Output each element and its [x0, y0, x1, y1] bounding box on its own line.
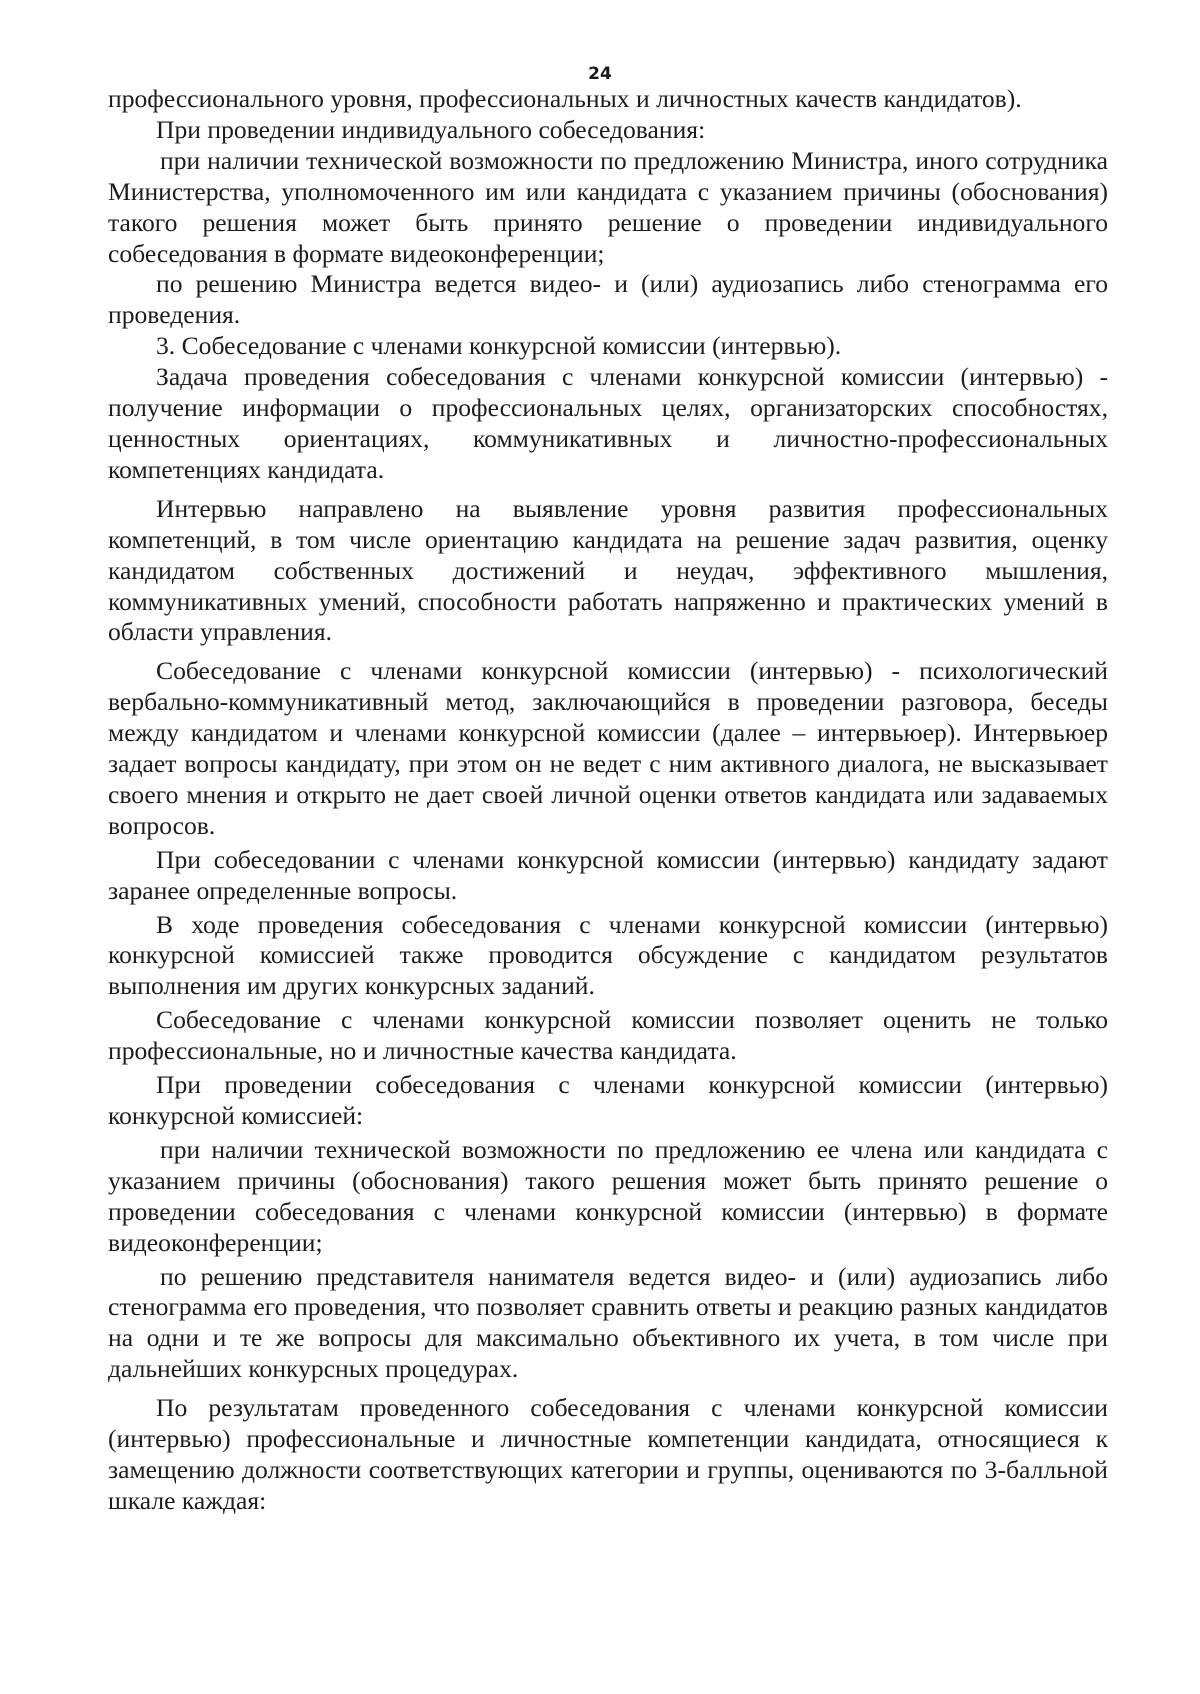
paragraph: При проведении собеседования с членами конкурсной комиссии (интервью) конкурсной комиссией: — [108, 1070, 1108, 1130]
paragraph: при наличии технической возможности по предложению Министра, иного сотрудника Министерства, уполномоченного им или кандидата с указанием причины (обоснования) такого решения может быть принято решение о проведении индивидуального собеседования в формате видеоконференции; — [108, 145, 1108, 268]
paragraph: При собеседовании с членами конкурсной комиссии (интервью) кандидату задают заранее определенные вопросы. — [108, 844, 1108, 905]
page-number: 24 — [588, 64, 612, 84]
paragraph: при наличии технической возможности по предложению ее члена или кандидата с указанием причины (обоснования) такого решения может быть принято решение о проведении собеседования с членами конкурсной комиссии (интервью) в формате видеоконференции; — [108, 1134, 1108, 1257]
section-heading: 3. Собеседование с членами конкурсной комиссии (интервью). — [156, 331, 842, 361]
document-body — [108, 84, 1108, 1517]
paragraph-continuation: профессионального уровня, профессиональных и личностных качеств кандидатов). — [108, 84, 1022, 113]
paragraph: по решению Министра ведется видео- и (или) аудиозапись либо стенограмма его проведения. — [108, 269, 1108, 330]
paragraph: Задача проведения собеседования с членами конкурсной комиссии (интервью) - получение информации о профессиональных целях, организаторских способностях, ценностных ориентациях, коммуникативных и личностно-профессиональных компетенциях кандидата. — [108, 362, 1108, 484]
paragraph: По результатам проведенного собеседования с членами конкурсной комиссии (интервью) профессиональные и личностные компетенции кандидата, относящиеся к замещению должности соответствующих категории и группы, оцениваются по 3-балльной шкале каждая: — [108, 1393, 1108, 1515]
paragraph: Интервью направлено на выявление уровня развития профессиональных компетенций, в том числе ориентацию кандидата на решение задач развития, оценку кандидатом собственных достижений и неудач, эффективного мышления, коммуникативных умений, способности работать напряженно и практических умений в области управления. — [108, 493, 1108, 647]
paragraph: Собеседование с членами конкурсной комиссии позволяет оценить не только профессиональные, но и личностные качества кандидата. — [108, 1005, 1108, 1066]
paragraph: При проведении индивидуального собеседования: — [156, 114, 706, 144]
paragraph: В ходе проведения собеседования с членами конкурсной комиссии (интервью) конкурсной комиссией также проводится обсуждение с кандидатом результатов выполнения им других конкурсных заданий. — [108, 909, 1108, 1001]
paragraph: по решению представителя нанимателя ведется видео- и (или) аудиозапись либо стенограмма его проведения, что позволяет сравнить ответы и реакцию разных кандидатов на одни и те же вопросы для максимально объективного их учета, в том числе при дальнейших конкурсных процедурах. — [108, 1261, 1108, 1384]
paragraph: Собеседование с членами конкурсной комиссии (интервью) - психологический вербально-коммуникативный метод, заключающийся в проведении разговора, беседы между кандидатом и членами конкурсной комиссии (далее – интервьюер). Интервьюер задает вопросы кандидату, при этом он не ведет с ним активного диалога, не высказывает своего мнения и открыто не дает своей личной оценки ответов кандидата или задаваемых вопросов. — [108, 656, 1108, 840]
